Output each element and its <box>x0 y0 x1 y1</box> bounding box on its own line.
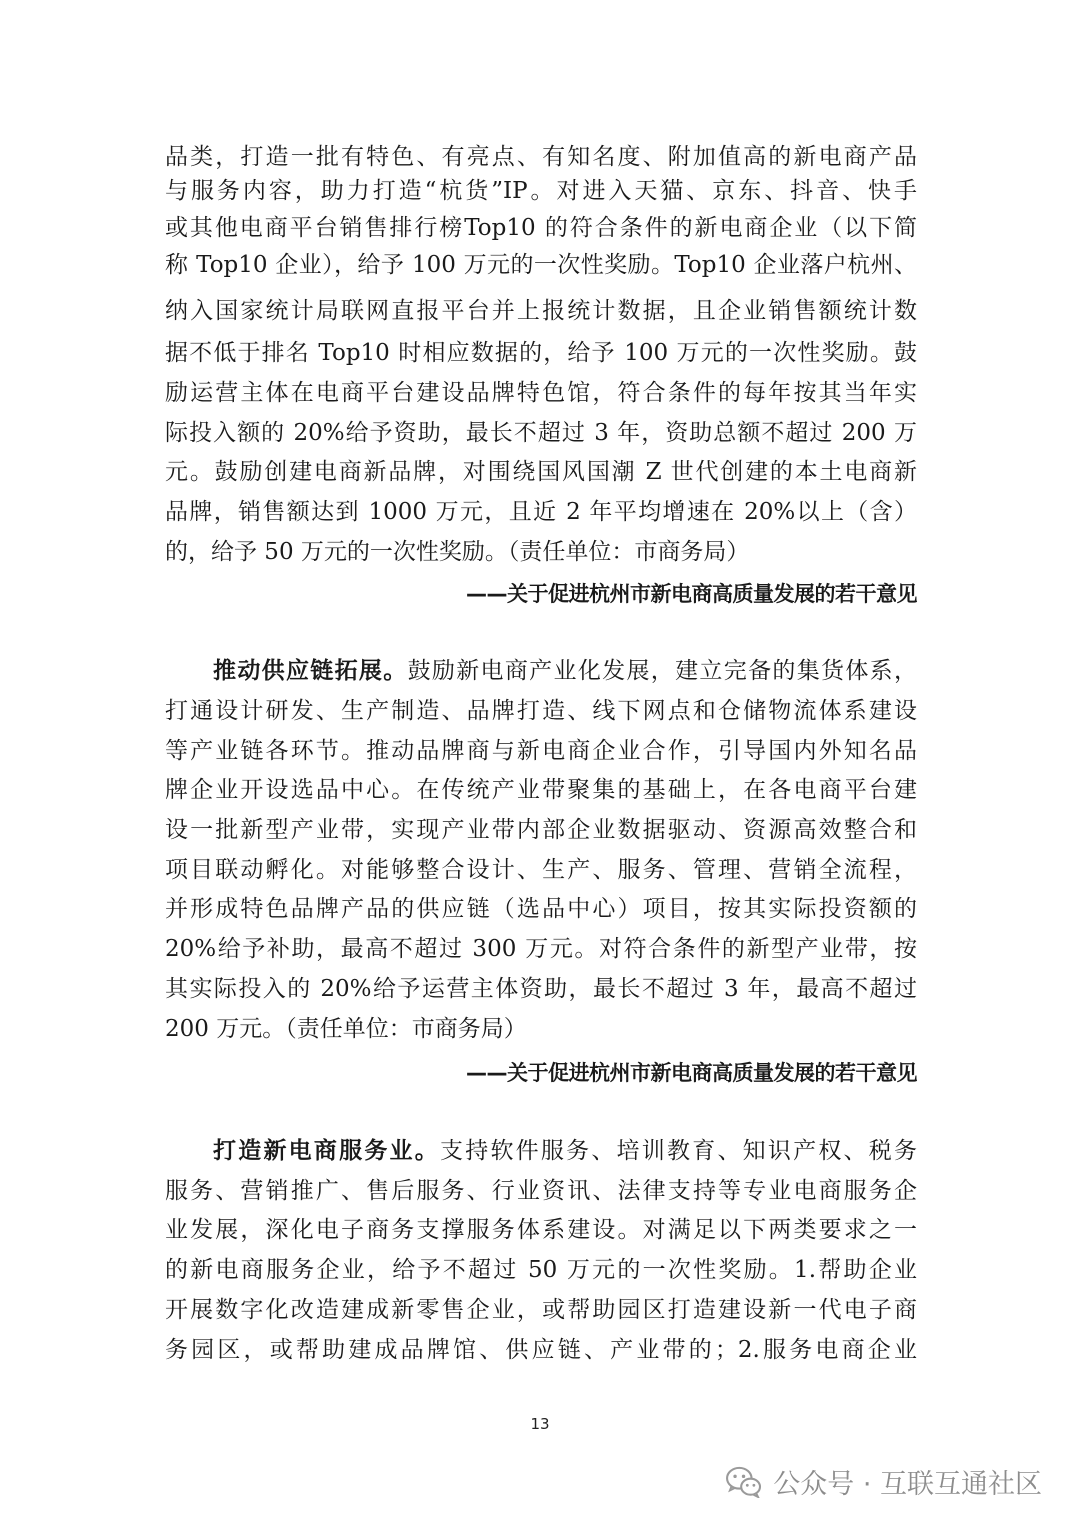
paragraph-heading: 打造新电商服务业。 <box>213 1137 440 1164</box>
paragraph-line: 励运营主体在电商平台建设品牌特色馆，符合条件的每年按其当年实 <box>165 380 917 406</box>
paragraph-line: 品类，打造一批有特色、有亮点、有知名度、附加值高的新电商产品 <box>165 144 917 170</box>
paragraph-line: 称 Top10 企业），给予 100 万元的一次性奖励。Top10 企业落户杭州、 <box>165 252 917 278</box>
paragraph-line: 200 万元。（责任单位：市商务局） <box>165 1016 527 1042</box>
paragraph-line: 设一批新型产业带，实现产业带内部企业数据驱动、资源高效整合和 <box>165 817 917 843</box>
paragraph-heading: 推动供应链拓展。 <box>213 657 408 684</box>
paragraph-line: 与服务内容，助力打造“杭货”IP。对进入天猫、京东、抖音、快手 <box>165 178 917 204</box>
paragraph-line: 业发展，深化电子商务支撑服务体系建设。对满足以下两类要求之一 <box>165 1217 917 1243</box>
paragraph-text: 鼓励新电商产业化发展，建立完备的集货体系， <box>407 658 918 684</box>
paragraph-line: 项目联动孵化。对能够整合设计、生产、服务、管理、营销全流程， <box>165 857 917 883</box>
paragraph-line: 据不低于排名 Top10 时相应数据的，给予 100 万元的一次性奖励。鼓 <box>165 340 917 366</box>
paragraph-first-line <box>213 1136 917 1166</box>
watermark <box>725 1462 1042 1501</box>
paragraph-line: 牌企业开设选品中心。在传统产业带聚集的基础上，在各电商平台建 <box>165 777 917 803</box>
paragraph-line: 际投入额的 20%给予资助，最长不超过 3 年，资助总额不超过 200 万 <box>165 420 917 446</box>
paragraph-line: 的新电商服务企业，给予不超过 50 万元的一次性奖励。1.帮助企业 <box>165 1257 917 1283</box>
paragraph-line: 品牌，销售额达到 1000 万元，且近 2 年平均增速在 20%以上（含） <box>165 499 917 525</box>
paragraph-line: 纳入国家统计局联网直报平台并上报统计数据，且企业销售额统计数 <box>165 298 917 324</box>
watermark-text: 公众号 · 互联互通社区 <box>773 1469 1042 1500</box>
paragraph-first-line <box>213 656 917 686</box>
paragraph-line: 打通设计研发、生产制造、品牌打造、线下网点和仓储物流体系建设 <box>165 698 917 724</box>
paragraph-line: 并形成特色品牌产品的供应链（选品中心）项目，按其实际投资额的 <box>165 896 917 922</box>
wechat-icon <box>725 1466 763 1498</box>
paragraph-line: 或其他电商平台销售排行榜Top10 的符合条件的新电商企业（以下简 <box>165 215 917 241</box>
paragraph-line: 等产业链各环节。推动品牌商与新电商企业合作，引导国内外知名品 <box>165 738 917 764</box>
paragraph-line: 其实际投入的 20%给予运营主体资助，最长不超过 3 年，最高不超过 <box>165 976 917 1002</box>
paragraph-line: 开展数字化改造建成新零售企业，或帮助园区打造建设新一代电子商 <box>165 1297 917 1323</box>
paragraph-line: 元。鼓励创建电商新品牌，对围绕国风国潮 Z 世代创建的本土电商新 <box>165 459 917 485</box>
page-number: 13 <box>530 1415 550 1433</box>
paragraph-line: 服务、营销推广、售后服务、行业资讯、法律支持等专业电商服务企 <box>165 1178 917 1204</box>
paragraph-line: 务园区，或帮助建成品牌馆、供应链、产业带的；2.服务电商企业 <box>165 1337 917 1363</box>
paragraph-line: 20%给予补助，最高不超过 300 万元。对符合条件的新型产业带，按 <box>165 936 917 962</box>
source-citation: ——关于促进杭州市新电商高质量发展的若干意见 <box>466 582 917 606</box>
paragraph-line: 的，给予 50 万元的一次性奖励。（责任单位：市商务局） <box>165 539 750 565</box>
source-citation: ——关于促进杭州市新电商高质量发展的若干意见 <box>466 1061 917 1085</box>
paragraph-text: 支持软件服务、培训教育、知识产权、税务 <box>440 1138 918 1164</box>
